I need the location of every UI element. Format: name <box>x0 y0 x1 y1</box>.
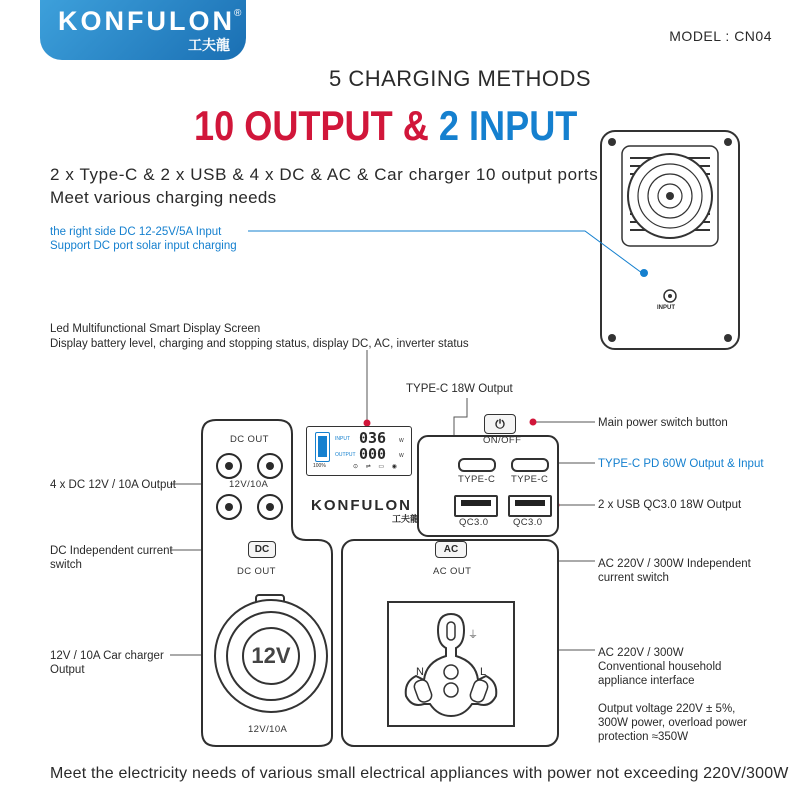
socket-neutral-label: N <box>416 666 424 678</box>
ac-out-label: AC OUT <box>433 566 472 577</box>
car-rating-label: 12V/10A <box>248 724 288 735</box>
brand-chinese: 工夫龍 <box>188 37 230 53</box>
car-charger-socket[interactable] <box>210 593 332 715</box>
power-icon: ⏻ <box>495 417 505 431</box>
ac-spec-note-2: 300W power, overload power <box>598 717 747 729</box>
dc-rating-label: 12V/10A <box>229 479 269 490</box>
typec-port-1[interactable] <box>458 458 496 472</box>
dc-out-label: DC OUT <box>230 434 269 445</box>
device-brand-sub: 工夫龍 <box>392 514 420 524</box>
on-off-label: ON/OFF <box>483 435 522 446</box>
dc-switch-note-1: DC Independent current <box>50 545 173 557</box>
display-output-label: OUTPUT <box>335 452 356 458</box>
ac-switch-note-2: current switch <box>598 572 669 584</box>
dc-port-4[interactable] <box>257 494 283 520</box>
input-note-line2: Support DC port solar input charging <box>50 240 237 252</box>
ac-switch-button[interactable]: AC <box>435 541 467 558</box>
dc-switch-note-2: switch <box>50 559 82 571</box>
car-charger-note-2: Output <box>50 664 85 676</box>
car-socket-label: 12V <box>251 643 291 668</box>
battery-icon <box>315 432 330 462</box>
power-switch-note: Main power switch button <box>598 417 728 429</box>
power-switch-button[interactable] <box>484 414 516 434</box>
ac-socket[interactable] <box>386 600 516 728</box>
ports-summary: 2 x Type-C & 2 x USB & 4 x DC & AC & Car charger 10 output ports <box>50 165 599 184</box>
registered-mark: ® <box>234 8 242 19</box>
dc-out-label-2: DC OUT <box>237 566 276 577</box>
typec-pd-note: TYPE-C PD 60W Output & Input <box>598 458 764 470</box>
dc-output-note: 4 x DC 12V / 10A Output <box>50 479 176 491</box>
typec-label-1: TYPE-C <box>458 474 496 485</box>
qc-label-1: QC3.0 <box>459 517 489 528</box>
car-charger-note-1: 12V / 10A Car charger <box>50 650 164 662</box>
display-input-value: 036 <box>359 429 387 447</box>
dc-switch-button[interactable]: DC <box>248 541 276 558</box>
display-output-value: 000 <box>359 445 387 463</box>
usb-port-2[interactable] <box>508 495 552 517</box>
subtitle: 5 CHARGING METHODS <box>328 66 592 91</box>
display-input-label: INPUT <box>335 436 350 442</box>
dc-port-3[interactable] <box>216 494 242 520</box>
bottom-summary: Meet the electricity needs of various small electrical appliances with power not exceeding 220V/300W <box>50 765 789 782</box>
headline-output: 10 OUTPUT <box>194 102 393 149</box>
qc-label-2: QC3.0 <box>513 517 543 528</box>
device-brand-name: KONFULON <box>311 497 412 514</box>
display-unit-1: W <box>399 438 404 444</box>
led-display <box>306 426 412 476</box>
typec-label-2: TYPE-C <box>511 474 549 485</box>
model-number: MODEL : CN04 <box>669 28 772 44</box>
typec-port-2[interactable] <box>511 458 549 472</box>
display-status-icons: ⊙ ⇌ ▭ ◉ <box>353 464 400 470</box>
ac-outlet-note-2: Conventional household <box>598 661 722 673</box>
ac-spec-note-3: protection ≈350W <box>598 731 689 743</box>
input-port-label: INPUT <box>657 305 675 311</box>
display-note-line2: Display battery level, charging and stopping status, display DC, AC, inverter status <box>50 338 469 350</box>
display-note-line1: Led Multifunctional Smart Display Screen <box>50 323 261 335</box>
battery-percent: 100% <box>313 463 326 469</box>
ac-spec-note-1: Output voltage 220V ± 5%, <box>598 703 736 715</box>
usb-port-1[interactable] <box>454 495 498 517</box>
needs-summary: Meet various charging needs <box>50 188 277 207</box>
ac-socket-graphic <box>386 600 516 728</box>
typec-18w-label: TYPE-C 18W Output <box>406 383 513 395</box>
socket-live-label: L <box>480 666 487 678</box>
ac-outlet-note-1: AC 220V / 300W <box>598 647 684 659</box>
dc-port-1[interactable] <box>216 453 242 479</box>
headline-input: 2 INPUT <box>438 102 578 149</box>
headline-amp: & <box>402 102 429 149</box>
display-unit-2: W <box>399 453 404 459</box>
brand-name: KONFULON <box>58 6 235 36</box>
ac-switch-note-1: AC 220V / 300W Independent <box>598 558 751 570</box>
input-note-line1: the right side DC 12-25V/5A Input <box>50 226 222 238</box>
dc-port-2[interactable] <box>257 453 283 479</box>
svg-text:⏚: ⏚ <box>468 630 478 641</box>
usb-qc-note: 2 x USB QC3.0 18W Output <box>598 499 742 511</box>
ac-outlet-note-3: appliance interface <box>598 675 695 687</box>
